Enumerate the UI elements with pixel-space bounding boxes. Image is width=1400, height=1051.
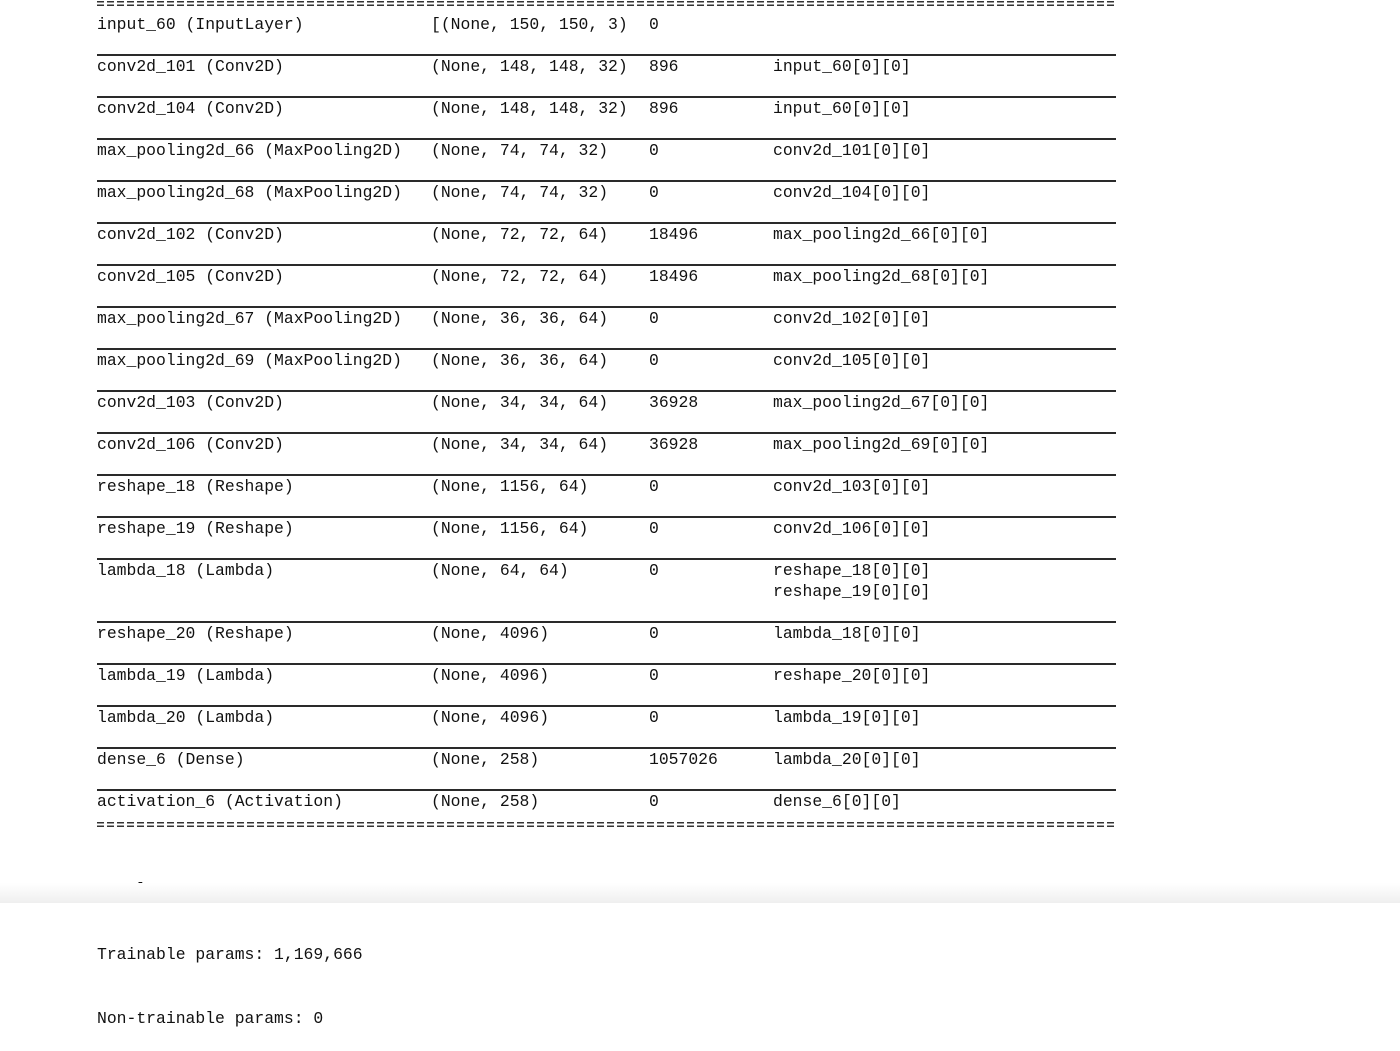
layer-name: conv2d_102 (Conv2D) — [97, 225, 284, 244]
table-row — [0, 708, 1400, 728]
connected-to-item: max_pooling2d_66[0][0] — [773, 225, 990, 244]
connected-to-item: max_pooling2d_69[0][0] — [773, 435, 990, 454]
layer-name: max_pooling2d_67 (MaxPooling2D) — [97, 309, 402, 328]
param-count: 0 — [649, 15, 659, 34]
param-count: 0 — [649, 477, 659, 496]
output-shape: (None, 36, 36, 64) — [431, 351, 609, 370]
table-row — [0, 561, 1400, 601]
connected-to — [773, 141, 930, 162]
output-shape: (None, 72, 72, 64) — [431, 267, 609, 286]
connected-to — [773, 57, 911, 78]
table-row — [0, 519, 1400, 539]
output-shape: (None, 34, 34, 64) — [431, 435, 609, 454]
param-count: 0 — [649, 708, 659, 727]
param-count: 0 — [649, 561, 659, 580]
param-count: 0 — [649, 141, 659, 160]
connected-to-item: reshape_18[0][0] — [773, 561, 931, 580]
connected-to-item: reshape_20[0][0] — [773, 666, 931, 685]
connected-to — [773, 393, 989, 414]
row-divider — [97, 474, 1116, 476]
output-shape: (None, 72, 72, 64) — [431, 225, 609, 244]
table-row — [0, 750, 1400, 770]
connected-to-item: input_60[0][0] — [773, 99, 911, 118]
layer-name: max_pooling2d_69 (MaxPooling2D) — [97, 351, 402, 370]
layer-name: conv2d_105 (Conv2D) — [97, 267, 284, 286]
connected-to-item: conv2d_101[0][0] — [773, 141, 931, 160]
row-divider — [97, 789, 1116, 791]
output-shape: [(None, 150, 150, 3) — [431, 15, 628, 34]
table-row — [0, 183, 1400, 203]
layer-name: reshape_20 (Reshape) — [97, 624, 294, 643]
layer-name: reshape_19 (Reshape) — [97, 519, 294, 538]
connected-to — [773, 792, 901, 813]
double-rule-top — [97, 1, 1116, 7]
connected-to-item: conv2d_105[0][0] — [773, 351, 931, 370]
output-shape: (None, 34, 34, 64) — [431, 393, 609, 412]
connected-to — [773, 750, 921, 771]
connected-to-item: reshape_19[0][0] — [773, 582, 931, 601]
param-count: 0 — [649, 351, 659, 370]
connected-to — [773, 99, 911, 120]
table-row — [0, 57, 1400, 77]
connected-to-item: max_pooling2d_68[0][0] — [773, 267, 990, 286]
layer-name: reshape_18 (Reshape) — [97, 477, 294, 496]
table-row — [0, 435, 1400, 455]
layer-name: max_pooling2d_68 (MaxPooling2D) — [97, 183, 402, 202]
param-count: 0 — [649, 666, 659, 685]
output-shape: (None, 148, 148, 32) — [431, 99, 628, 118]
table-row — [0, 624, 1400, 644]
layer-name: conv2d_101 (Conv2D) — [97, 57, 284, 76]
table-row — [0, 477, 1400, 497]
output-shape: (None, 148, 148, 32) — [431, 57, 628, 76]
connected-to — [773, 477, 930, 498]
param-count: 18496 — [649, 267, 699, 286]
connected-to-item: conv2d_106[0][0] — [773, 519, 931, 538]
output-shape: (None, 64, 64) — [431, 561, 569, 580]
param-count: 896 — [649, 99, 679, 118]
row-divider — [97, 516, 1116, 518]
row-divider — [97, 621, 1116, 623]
row-divider — [97, 663, 1116, 665]
row-divider — [97, 558, 1116, 560]
layer-name: conv2d_104 (Conv2D) — [97, 99, 284, 118]
layer-name: conv2d_103 (Conv2D) — [97, 393, 284, 412]
row-divider — [97, 306, 1116, 308]
connected-to-item: conv2d_102[0][0] — [773, 309, 931, 328]
output-shape: (None, 74, 74, 32) — [431, 141, 609, 160]
connected-to-item: lambda_18[0][0] — [773, 624, 921, 643]
connected-to-item: conv2d_103[0][0] — [773, 477, 931, 496]
row-divider — [97, 747, 1116, 749]
connected-to — [773, 624, 921, 645]
param-count: 0 — [649, 624, 659, 643]
layer-name: max_pooling2d_66 (MaxPooling2D) — [97, 141, 402, 160]
table-row — [0, 15, 1400, 35]
row-divider — [97, 390, 1116, 392]
param-count: 0 — [649, 183, 659, 202]
table-row — [0, 351, 1400, 371]
layer-name: activation_6 (Activation) — [97, 792, 343, 811]
row-divider — [97, 96, 1116, 98]
row-divider — [97, 264, 1116, 266]
layer-name: lambda_19 (Lambda) — [97, 666, 275, 685]
double-rule-bottom — [97, 822, 1116, 828]
row-divider — [97, 138, 1116, 140]
connected-to — [773, 225, 989, 246]
row-divider — [97, 705, 1116, 707]
output-shape: (None, 1156, 64) — [431, 477, 589, 496]
table-row — [0, 792, 1400, 812]
param-count: 896 — [649, 57, 679, 76]
row-divider — [97, 432, 1116, 434]
connected-to — [773, 666, 930, 687]
table-row — [0, 225, 1400, 245]
connected-to-item: max_pooling2d_67[0][0] — [773, 393, 990, 412]
non-trainable-params: Non-trainable params: 0 — [97, 1009, 324, 1028]
output-shape: (None, 36, 36, 64) — [431, 309, 609, 328]
param-count: 18496 — [649, 225, 699, 244]
connected-to — [773, 435, 989, 456]
row-divider — [97, 180, 1116, 182]
connected-to — [773, 561, 930, 603]
output-shape: (None, 4096) — [431, 708, 550, 727]
layer-name: lambda_20 (Lambda) — [97, 708, 275, 727]
output-shape: (None, 4096) — [431, 666, 550, 685]
connected-to — [773, 708, 921, 729]
trainable-params: Trainable params: 1,169,666 — [97, 944, 363, 964]
row-divider — [97, 54, 1116, 56]
table-row — [0, 99, 1400, 119]
layer-name: input_60 (InputLayer) — [97, 15, 304, 34]
table-row — [0, 666, 1400, 686]
table-row — [0, 141, 1400, 161]
layer-name: dense_6 (Dense) — [97, 750, 245, 769]
output-shape: (None, 258) — [431, 792, 540, 811]
table-row — [0, 393, 1400, 413]
table-row — [0, 267, 1400, 287]
params-summary — [97, 836, 363, 1051]
output-shape: (None, 74, 74, 32) — [431, 183, 609, 202]
bottom-fade — [0, 883, 1400, 903]
param-count: 36928 — [649, 393, 699, 412]
connected-to — [773, 351, 930, 372]
output-shape: (None, 4096) — [431, 624, 550, 643]
connected-to — [773, 183, 930, 204]
param-count: 0 — [649, 792, 659, 811]
table-row — [0, 309, 1400, 329]
param-count: 36928 — [649, 435, 699, 454]
row-divider — [97, 348, 1116, 350]
layer-name: conv2d_106 (Conv2D) — [97, 435, 284, 454]
param-count: 1057026 — [649, 750, 718, 769]
connected-to — [773, 519, 930, 540]
output-shape: (None, 258) — [431, 750, 540, 769]
connected-to-item: lambda_19[0][0] — [773, 708, 921, 727]
output-shape: (None, 1156, 64) — [431, 519, 589, 538]
connected-to — [773, 267, 989, 288]
connected-to-item: input_60[0][0] — [773, 57, 911, 76]
param-count: 0 — [649, 309, 659, 328]
layer-name: lambda_18 (Lambda) — [97, 561, 275, 580]
row-divider — [97, 222, 1116, 224]
param-count: 0 — [649, 519, 659, 538]
connected-to-item: lambda_20[0][0] — [773, 750, 921, 769]
connected-to-item: dense_6[0][0] — [773, 792, 901, 811]
connected-to — [773, 309, 930, 330]
connected-to-item: conv2d_104[0][0] — [773, 183, 931, 202]
